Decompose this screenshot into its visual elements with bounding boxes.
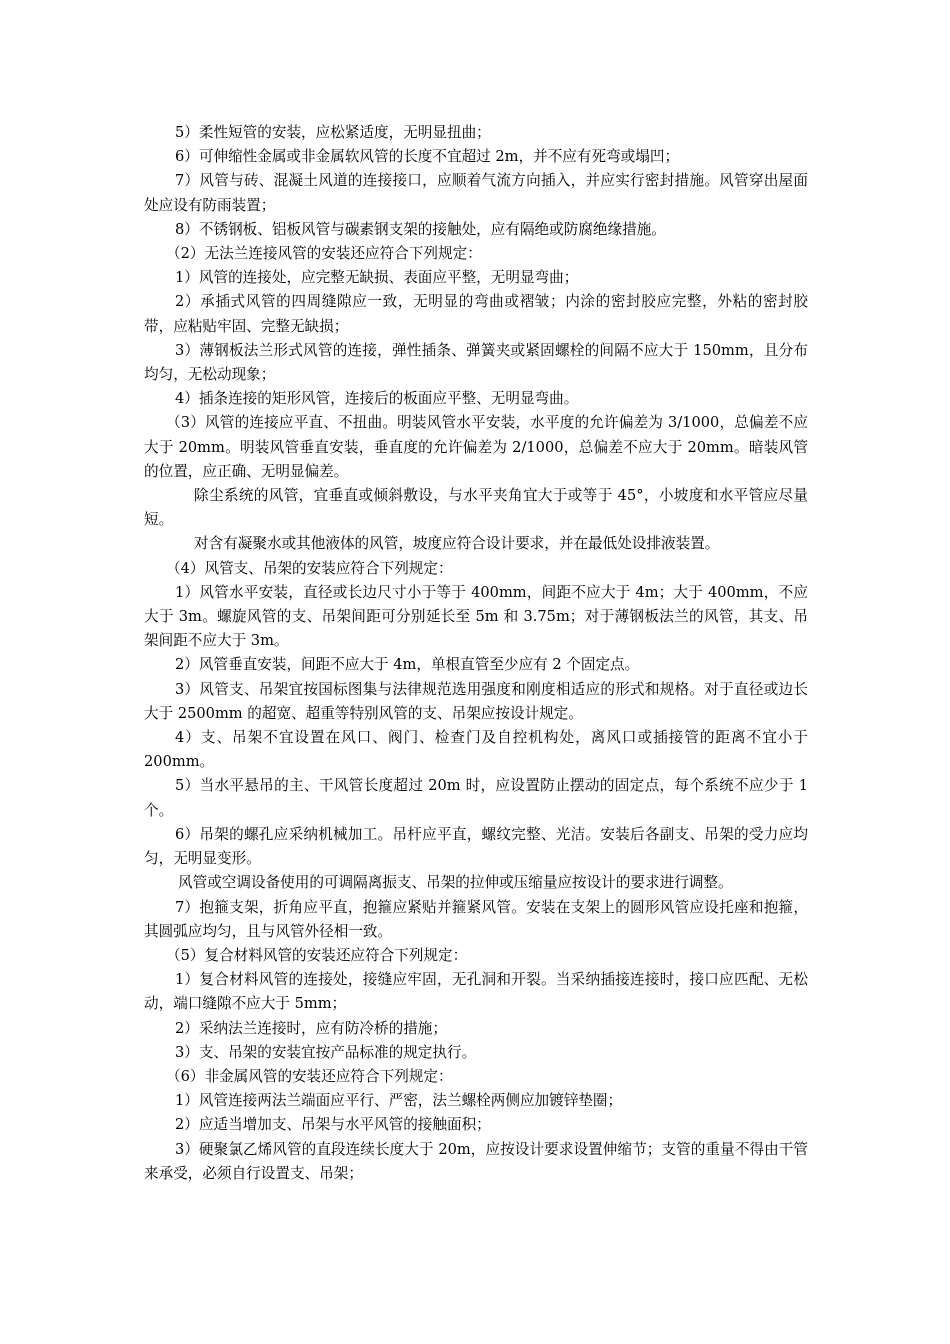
- paragraph: 1）风管水平安装，直径或长边尺寸小于等于 400mm，间距不应大于 4m；大于 400mm，不应大于 3m。螺旋风管的支、吊架间距可分别延长至 5m 和 3.75m；对于薄钢板法兰的风管，其支、吊架间距不应大于 3m。: [144, 583, 808, 650]
- section-heading: （2）无法兰连接风管的安装还应符合下列规定：: [166, 245, 482, 263]
- section-heading: （5）复合材料风管的安装还应符合下列规定：: [166, 946, 468, 964]
- paragraph: 2）承插式风管的四周缝隙应一致，无明显的弯曲或褶皱；内涂的密封胶应完整，外粘的密封胶带，应粘贴牢固、完整无缺损；: [144, 293, 808, 335]
- paragraph: 1）风管的连接处，应完整无缺损、表面应平整，无明显弯曲；: [175, 269, 579, 287]
- paragraph: 除尘系统的风管，宜垂直或倾斜敷设，与水平夹角宜大于或等于 45°，小坡度和水平管应尽量短。: [144, 487, 808, 529]
- paragraph: 7）风管与砖、混凝土风道的连接接口，应顺着气流方向插入，并应实行密封措施。风管穿出屋面处应设有防雨装置；: [144, 172, 808, 214]
- section-heading: （6）非金属风管的安装还应符合下列规定：: [166, 1067, 453, 1085]
- paragraph: 6）可伸缩性金属或非金属软风管的长度不宜超过 2m，并不应有死弯或塌凹；: [175, 148, 680, 166]
- paragraph: 7）抱箍支架，折角应平直，抱箍应紧贴并箍紧风管。安装在支架上的圆形风管应设托座和抱箍，其圆弧应均匀，且与风管外径相一致。: [144, 898, 808, 940]
- paragraph: 3）支、吊架的安装宜按产品标准的规定执行。: [175, 1043, 477, 1061]
- paragraph: 4）插条连接的矩形风管，连接后的板面应平整、无明显弯曲。: [175, 390, 579, 408]
- paragraph: 3）硬聚氯乙烯风管的直段连续长度大于 20m，应按设计要求设置伸缩节；支管的重量不得由干管来承受，必须自行设置支、吊架；: [144, 1140, 808, 1182]
- document-body: [144, 121, 808, 1186]
- section-heading: （4）风管支、吊架的安装应符合下列规定：: [166, 559, 453, 577]
- paragraph: 5）当水平悬吊的主、干风管长度超过 20m 时，应设置防止摆动的固定点，每个系统不应少于 1 个。: [144, 777, 808, 819]
- paragraph: 对含有凝聚水或其他液体的风管，坡度应符合设计要求，并在最低处设排液装置。: [194, 535, 720, 553]
- paragraph: 2）风管垂直安装，间距不应大于 4m，单根直管至少应有 2 个固定点。: [175, 656, 640, 674]
- paragraph: 1）风管连接两法兰端面应平行、严密，法兰螺栓两侧应加镀锌垫圈；: [175, 1092, 623, 1110]
- paragraph: 3）风管支、吊架宜按国标图集与法律规范选用强度和刚度相适应的形式和规格。对于直径或边长大于 2500mm 的超宽、超重等特别风管的支、吊架应按设计规定。: [144, 680, 808, 722]
- paragraph: 4）支、吊架不宜设置在风口、阀门、检查门及自控机构处，离风口或插接管的距离不宜小于 200mm。: [144, 729, 808, 771]
- paragraph: 8）不锈钢板、铝板风管与碳素钢支架的接触处，应有隔绝或防腐绝缘措施。: [175, 220, 666, 238]
- paragraph: 2）应适当增加支、吊架与水平风管的接触面积；: [175, 1116, 491, 1134]
- paragraph: 6）吊架的螺孔应采纳机械加工。吊杆应平直，螺纹完整、光洁。安装后各副支、吊架的受力应均匀，无明显变形。: [144, 825, 808, 868]
- paragraph: 2）采纳法兰连接时，应有防冷桥的措施；: [175, 1019, 447, 1037]
- section-heading: （3）风管的连接应平直、不扭曲。明装风管水平安装，水平度的允许偏差为 3/1000，总偏差不应大于 20mm。明装风管垂直安装，垂直度的允许偏差为 2/1000，总偏差不应大于 20mm。暗装风管的位置，应正确、无明显偏差。: [144, 414, 808, 480]
- paragraph: 3）薄钢板法兰形式风管的连接，弹性插条、弹簧夹或紧固螺栓的间隔不应大于 150mm，且分布均匀，无松动现象；: [144, 341, 808, 384]
- paragraph: 风管或空调设备使用的可调隔离振支、吊架的拉伸或压缩量应按设计的要求进行调整。: [178, 874, 733, 892]
- paragraph: 1）复合材料风管的连接处，接缝应牢固，无孔洞和开裂。当采纳插接连接时，接口应匹配、无松动，端口缝隙不应大于 5mm；: [144, 971, 808, 1013]
- paragraph: 5）柔性短管的安装，应松紧适度，无明显扭曲；: [175, 124, 491, 141]
